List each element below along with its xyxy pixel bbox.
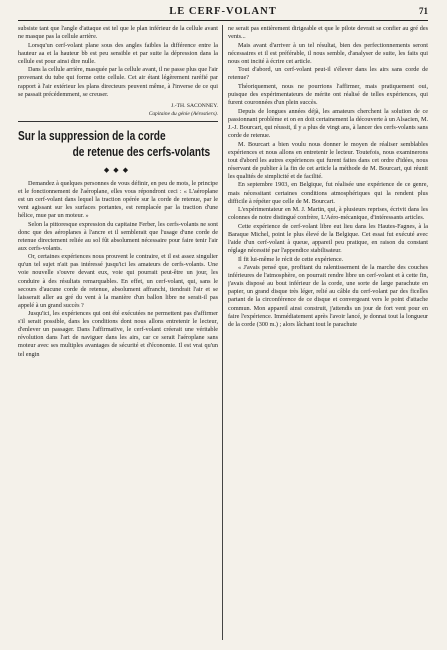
paragraph: Or, certaines expériences nous prouvent le contraire, et il est assez singulier qu'un tel sujet n'ait pas intéressé jusqu'ici les amateurs de cerfs-volants. Une voie nouvelle s'ouvre devant eux, voie qui pourrait peut-être un jour, les conduire à des résultats remarquables. En effet, un cerf-volant, qui, sans le secours d'aucune corde de retenue, absolument affranchi, tiendrait l'air et se laisserait aller au gré du vent à la manière d'un ballon libre ne serait-il pas appelé à un grand succès ? <box>18 253 218 309</box>
author-title: Capitaine du génie (Aérostiers). <box>148 110 218 117</box>
paragraph: En septembre 1903, en Belgique, fut réalisée une expérience de ce genre, mais nécessitant certaines conditions atmosphériques qui la rendent plus difficile à répéter que celle de M. Bourcart. <box>228 181 428 205</box>
paragraph: subsiste tant que l'angle d'attaque est tel que le plan inférieur de la cellule avant ne masque pas la cellule arrière. <box>18 25 218 41</box>
article-title <box>18 127 211 160</box>
right-column <box>228 25 428 644</box>
page-header <box>18 6 428 21</box>
paragraph: Cette expérience de cerf-volant libre eut lieu dans les Hautes-Fagnes, à la Baraque Michel, point le plus élevé de la Belgique. Cet essai fut exécuté avec l'aide d'un cerf-volant à queue, appareil peu pratique, en raison du constant réglage nécessité par l'appendice stabilisateur. <box>228 222 428 255</box>
column-divider <box>222 25 223 640</box>
paragraph: Jusqu'ici, les expériences qui ont été exécutées ne permettent pas d'affirmer s'il serait possible, dans les conditions dont nous allons entretenir le lecteur, d'enlever un passager. Dans l'affirmative, le cerf-volant créerait une véritable révolution dans l'art de naviguer dans les airs, car ce serait l'aéroplane sans moteur avec ses multiples avantages de sécurité et d'économie. Il est vrai qu'un tel engin <box>18 310 218 358</box>
paragraph: Théoriquement, nous ne pourrions l'affirmer, mais pratiquement oui, puisque des expérimentateurs de mérite ont réalisé de telles expériences, qui furent couronnées d'un plein succès. <box>228 83 428 107</box>
paragraph: Mais avant d'arriver à un tel résultat, bien des perfectionnements seront nécessaires et il est préférable, il nous semble, d'analyser de suite, les faits qui nous ont incité à écrire cet article. <box>228 41 428 65</box>
paragraph: L'expérimentateur en M. J. Martin, qui, à plusieurs reprises, écrivit dans les colonnes de notre distingué confrère, L'Aéro-mécanique, d'intéressants articles. <box>228 206 428 222</box>
left-column <box>18 25 218 644</box>
page-number: 71 <box>419 6 428 16</box>
ornament-diamonds: ◆◆◆ <box>103 165 133 174</box>
paragraph: ne serait pas entièrement dirigeable et que le pilote devrait se confier au gré des vents... <box>228 25 428 41</box>
section-rule <box>18 121 218 122</box>
article-title-line2: de retenue des cerfs-volants <box>72 143 211 159</box>
paragraph: Selon la pittoresque expression du capitaine Ferber, les cerfs-volants ne sont donc que des aéroplanes à l'ancre et il semblerait que l'usage d'une corde de retenue directement reliée au sol fût absolument nécessaire pour faire tenir l'air aux cerfs-volants. <box>18 220 218 252</box>
paragraph: Demandez à quelques personnes de vous définir, en peu de mots, le principe et le fonctionnement de l'aéroplane, elles vous répondront ceci : « L'aéroplane est un cerf-volant dans lequel la traction opérée sur la corde de retenue, par le vent agissant sur les surfaces portantes, est remplacée par la traction d'une hélice, mue par un moteur. » <box>18 179 218 219</box>
paragraph: Il fit lui-même le récit de cette expérience. <box>238 255 344 263</box>
author-signature: J.-TH. SACONNEY. <box>171 102 218 109</box>
journal-title: LE CERF-VOLANT <box>169 6 277 17</box>
paragraph: Dans la cellule arrière, masquée par la cellule avant, il ne passe plus que l'air provenant du tube qui forme cette cellule. Cet air étant légèrement raréfié par rapport à l'air extérieur les plans directeurs peuvent même, à l'inverse de ce qui se passait précédemment, se creuser. <box>18 66 218 98</box>
article-title-line1: Sur la suppression de la corde <box>18 127 166 143</box>
paragraph: « J'avais pensé que, profitant du ralentissement de la marche des couches inférieures de l'atmosphère, on pourrait rendre libre un cerf-volant et à cette fin, j'avais disposé au bout inférieur de la corde, une sorte de large parachute en papier, un grand disque très léger, relié au câble du cerf-volant par des ficelles partant de la circonférence de ce disque et convergeant vers le point d'attache commun. Mon appareil ainsi construit, j'attendis un jour de fort vent pour en faire l'expérience. Immédiatement après l'avoir lancé, je donnai tout la longueur de la corde (300 m.) ; alors lâchant tout le parachute <box>228 264 428 328</box>
paragraph: Tout d'abord, un cerf-volant peut-il s'élever dans les airs sans corde de retenue? <box>228 66 428 82</box>
paragraph: Depuis de longues années déjà, les amateurs cherchent la solution de ce passionnant problème et on en doit certainement la découverte à un Alsacien, M. J.-J. Bourcart, qui réussit, il y a plus de vingt ans, à lancer des cerfs-volants sans corde de retenue. <box>228 107 428 139</box>
paragraph: Lorsqu'un cerf-volant plane sous des angles faibles la différence entre la hauteur aa et la hauteur bb est peu sensible et par suite la dépression dans la cellule est pour ainsi dire nulle. <box>18 41 218 65</box>
paragraph: M. Bourcart a bien voulu nous donner le moyen de réaliser semblables expériences et nous allons en entretenir le lecteur. Toutefois, nous examinerons tout d'abord les autres expériences qui furent faites dans cet ordre d'idées, nous réservant de publier à la fin de cet article la méthode de M. Bourcart, qui réunit les qualités de simplicité et de facilité. <box>228 140 428 180</box>
